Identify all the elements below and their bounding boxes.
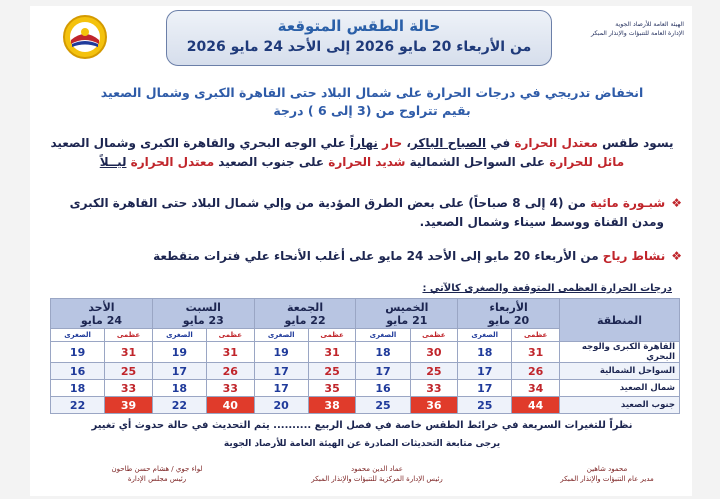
fog-warning [42,194,682,232]
text-segment: معتدل الحرارة [130,155,215,169]
follow-note: يرجى متابعة التحديثات الصادرة عن الهيئة العامة للأرصاد الجوية [223,439,501,449]
min-temp-cell: 17 [356,363,410,380]
max-temp-cell: 40 [206,397,254,414]
min-temp-cell: 18 [152,380,206,397]
org-name: الهيئة العامة للأرصاد الجوية [615,21,684,28]
max-temp-cell: 33 [105,380,153,397]
update-note: نظراً للتغيرات السريعة في خرائط الطقس خاصة في فصل الربيع .......... يتم التحديث في حالة حدوث أي تغيير [91,420,633,431]
table-row [51,380,680,397]
max-temp-cell: 31 [105,342,153,363]
min-temp-cell: 20 [254,397,308,414]
headline-line-1: انخفاض تدريجي في درجات الحرارة على شمال البلاد حتى القاهرة الكبرى وشمال الصعيد [100,85,644,100]
day-date: 20 مايو [488,313,530,327]
text-segment: الصباح الباكر [410,136,487,150]
signatory-name: محمود شاهين [586,465,628,473]
day-name: السبت [185,300,221,314]
text-segment: على جنوب الصعيد [214,155,329,169]
bullet-icon: ❖ [671,249,682,263]
signature-block [72,464,242,484]
max-temp-cell: 26 [206,363,254,380]
table-row [51,363,680,380]
min-temp-cell: 19 [51,342,105,363]
wind-warning [42,247,682,266]
min-temp-cell: 22 [51,397,105,414]
max-temp-cell: 31 [206,342,254,363]
day-name: الجمعة [287,300,324,314]
max-temp-cell: 25 [308,363,356,380]
max-temp-cell: 39 [105,397,153,414]
max-header: عظمى [206,329,254,342]
min-temp-cell: 16 [51,363,105,380]
day-header [51,299,153,329]
min-temp-cell: 19 [254,342,308,363]
text-segment: يسود طقس [597,136,674,150]
max-temp-cell: 26 [512,363,560,380]
day-name: الأحد [88,300,115,314]
min-header: الصغرى [356,329,410,342]
text-segment: نهاراً [349,136,378,150]
fog-line-1 [42,194,682,213]
signatory-title: رئيس الإدارة المركزية للتنبؤات والإنذار المبكر [311,475,443,483]
text-segment: على السواحل الشمالية [405,155,550,169]
text-segment: في [486,136,515,150]
min-header: الصغرى [152,329,206,342]
max-header: عظمى [308,329,356,342]
day-date: 24 مايو [80,313,122,327]
table-row [51,342,680,363]
max-temp-cell: 33 [410,380,458,397]
headline [92,84,652,120]
day-header [458,299,560,329]
region-cell: السواحل الشمالية [560,363,680,380]
region-cell: القاهرة الكبرى والوجه البحري [560,342,680,363]
description-line-2 [42,153,682,172]
signatory-name: لواء جوي / هشام حسن طاحون [111,465,203,473]
region-cell: جنوب الصعيد [560,397,680,414]
min-temp-cell: 19 [152,342,206,363]
text-segment: مائل للحرارة [549,155,625,169]
max-temp-cell: 35 [308,380,356,397]
day-header [254,299,356,329]
region-column-header: المنطقة [560,299,680,342]
table-row [51,397,680,414]
max-temp-cell: 33 [206,380,254,397]
min-temp-cell: 25 [356,397,410,414]
min-temp-cell: 18 [51,380,105,397]
max-temp-cell: 38 [308,397,356,414]
forecast-period: من الأربعاء 20 مايو 2026 إلى الأحد 24 مايو 2026 [186,39,532,55]
max-temp-cell: 44 [512,397,560,414]
min-temp-cell: 16 [356,380,410,397]
max-temp-cell: 25 [410,363,458,380]
text-segment: ، [402,136,411,150]
max-temp-cell: 34 [512,380,560,397]
min-header: الصغرى [254,329,308,342]
min-temp-cell: 25 [458,397,512,414]
min-temp-cell: 17 [458,380,512,397]
max-header: عظمى [105,329,153,342]
wind-text: من الأربعاء 20 مايو إلى الأحد 24 مايو على أغلب الأنحاء علي فترات متقطعة [153,249,603,263]
max-header: عظمى [410,329,458,342]
max-temp-cell: 31 [512,342,560,363]
max-temp-cell: 36 [410,397,458,414]
text-segment: علي الوجه البحري والقاهرة الكبرى وشمال الصعيد [50,136,350,150]
max-temp-cell: 30 [410,342,458,363]
day-header [152,299,254,329]
min-temp-cell: 17 [152,363,206,380]
organization-header [534,20,684,38]
title-box [166,10,552,66]
text-segment: معتدل الحرارة [514,136,598,150]
fog-title: شبـورة مائية [590,196,666,210]
day-name: الأربعاء [489,300,528,314]
min-temp-cell: 18 [458,342,512,363]
signatory-title: مدير عام التنبؤات والإنذار المبكر [560,475,654,483]
fog-line-2: ومدن القناة ووسط سيناء وشمال الصعيد. [419,215,664,229]
headline-line-2: بقيم تتراوح من (3 إلى 6 ) درجة [273,103,471,118]
min-header: الصغرى [51,329,105,342]
org-department: الإدارة العامة للتنبؤات والإنذار المبكر [591,30,684,37]
region-cell: شمال الصعيد [560,380,680,397]
temperature-table [50,298,680,414]
day-date: 21 مايو [386,313,428,327]
description-line-1 [42,134,682,153]
text-segment: شديد الحرارة [328,155,406,169]
page-title: حالة الطقس المتوقعة [277,17,441,35]
fog-text: من (4 إلى 8 صباحاً) على بعض الطرق المؤدية من وإلي شمال البلاد حتى القاهرة الكبرى [69,196,591,210]
day-header [356,299,458,329]
min-temp-cell: 18 [356,342,410,363]
signatory-name: عماد الدين محمود [350,465,403,473]
text-segment: حار [382,136,403,150]
wind-title: نشاط رياح [602,249,666,263]
min-temp-cell: 17 [254,380,308,397]
table-header-row [51,299,680,329]
max-temp-cell: 31 [308,342,356,363]
day-date: 23 مايو [182,313,224,327]
day-date: 22 مايو [284,313,326,327]
min-temp-cell: 22 [152,397,206,414]
signature-block [292,464,462,484]
meteorology-logo-icon [62,14,108,60]
max-header: عظمى [512,329,560,342]
signature-block [522,464,692,484]
general-description [42,134,682,172]
text-segment: ليــلاً [99,155,127,169]
bullet-icon: ❖ [671,196,682,210]
min-temp-cell: 17 [458,363,512,380]
forecast-bulletin [30,6,692,496]
table-caption: درجات الحرارة العظمى المتوقعة والصغرى كالآتي : [422,283,672,294]
max-temp-cell: 25 [105,363,153,380]
min-header: الصغرى [458,329,512,342]
signatory-title: رئيس مجلس الإدارة [127,475,187,483]
min-temp-cell: 17 [254,363,308,380]
day-name: الخميس [385,300,429,314]
